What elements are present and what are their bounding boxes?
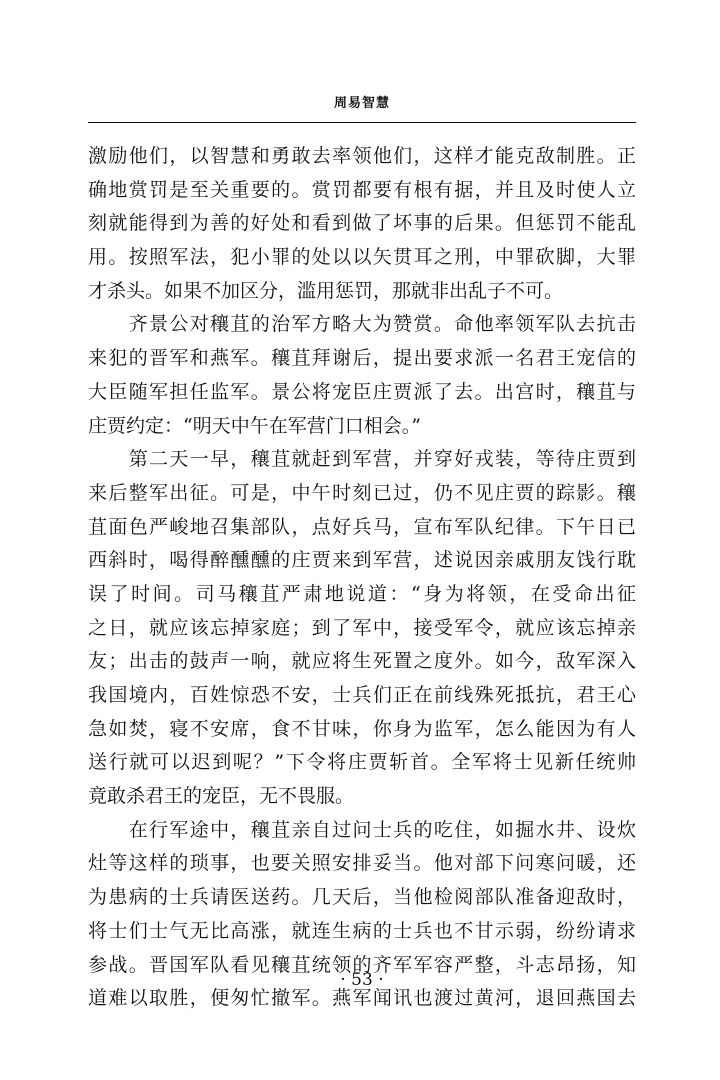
text-line: 急如焚，寝不安席，食不甘味，你身为监军，怎么能因为有人 [88, 717, 636, 740]
header-rule [88, 122, 636, 123]
text-line: 庄贾约定：“明天中午在军营门口相会。” [88, 414, 421, 437]
body-text [88, 140, 636, 1016]
text-line: 西斜时，喝得醉醺醺的庄贾来到军营，述说因亲戚朋友饯行耽 [88, 549, 636, 572]
text-line: 将士们士气无比高涨，就连生病的士兵也不甘示弱，纷纷请求 [88, 919, 636, 942]
text-line: 参战。晋国军队看见穰苴统领的齐军军容严整，斗志昂扬，知 [88, 953, 636, 976]
text-line: 苴面色严峻地召集部队，点好兵马，宣布军队纪律。下午日已 [88, 515, 636, 538]
text-line: 灶等这样的琐事，也要关照安排妥当。他对部下问寒问暖，还 [88, 852, 636, 875]
text-line: 道难以取胜，便匆忙撤军。燕军闻讯也渡过黄河，退回燕国去 [88, 987, 636, 1010]
text-line: 我国境内，百姓惊恐不安，士兵们正在前线殊死抵抗，君王心 [88, 684, 636, 706]
text-line: 来犯的晋军和燕军。穰苴拜谢后，提出要求派一名君王宠信的 [88, 347, 636, 370]
text-line: 为患病的士兵请医送药。几天后，当他检阅部队准备迎敌时， [88, 886, 636, 909]
text-line: 竟敢杀君王的宠臣，无不畏服。 [88, 785, 355, 808]
page-number: · 53 · [340, 970, 384, 990]
text-line: 来后整军出征。可是，中午时刻已过，仍不见庄贾的踪影。穰 [88, 481, 636, 504]
running-header: 周易智慧 [333, 96, 390, 111]
text-line: 误了时间。司马穰苴严肃地说道：“身为将领，在受命出征 [88, 582, 636, 605]
text-line: 确地赏罚是至关重要的。赏罚都要有根有据，并且及时使人立 [88, 178, 636, 201]
text-line: 刻就能得到为善的好处和看到做了坏事的后果。但惩罚不能乱 [88, 212, 636, 235]
text-line: 激励他们，以智慧和勇敢去率领他们，这样才能克敌制胜。正 [88, 145, 636, 167]
text-line: 用。按照军法，犯小罪的处以以矢贯耳之刑，中罪砍脚，大罪 [88, 246, 636, 269]
text-line: 第二天一早，穰苴就赶到军营，并穿好戎装，等待庄贾到 [88, 448, 636, 471]
text-line: 送行就可以迟到呢？”下令将庄贾斩首。全军将士见新任统帅 [88, 751, 636, 774]
text-line: 之日，就应该忘掉家庭；到了军中，接受军令，就应该忘掉亲 [88, 616, 636, 639]
text-line: 才杀头。如果不加区分，滥用惩罚，那就非出乱子不可。 [88, 279, 564, 302]
text-line: 大臣随军担任监军。景公将宠臣庄贾派了去。出宫时，穰苴与 [88, 380, 636, 403]
text-line: 齐景公对穰苴的治军方略大为赞赏。命他率领军队去抗击 [88, 313, 636, 336]
text-line: 在行军途中，穰苴亲自过问士兵的吃住，如掘水井、设炊 [88, 818, 636, 841]
text-line: 友；出击的鼓声一响，就应将生死置之度外。如今，敌军深入 [88, 650, 636, 673]
